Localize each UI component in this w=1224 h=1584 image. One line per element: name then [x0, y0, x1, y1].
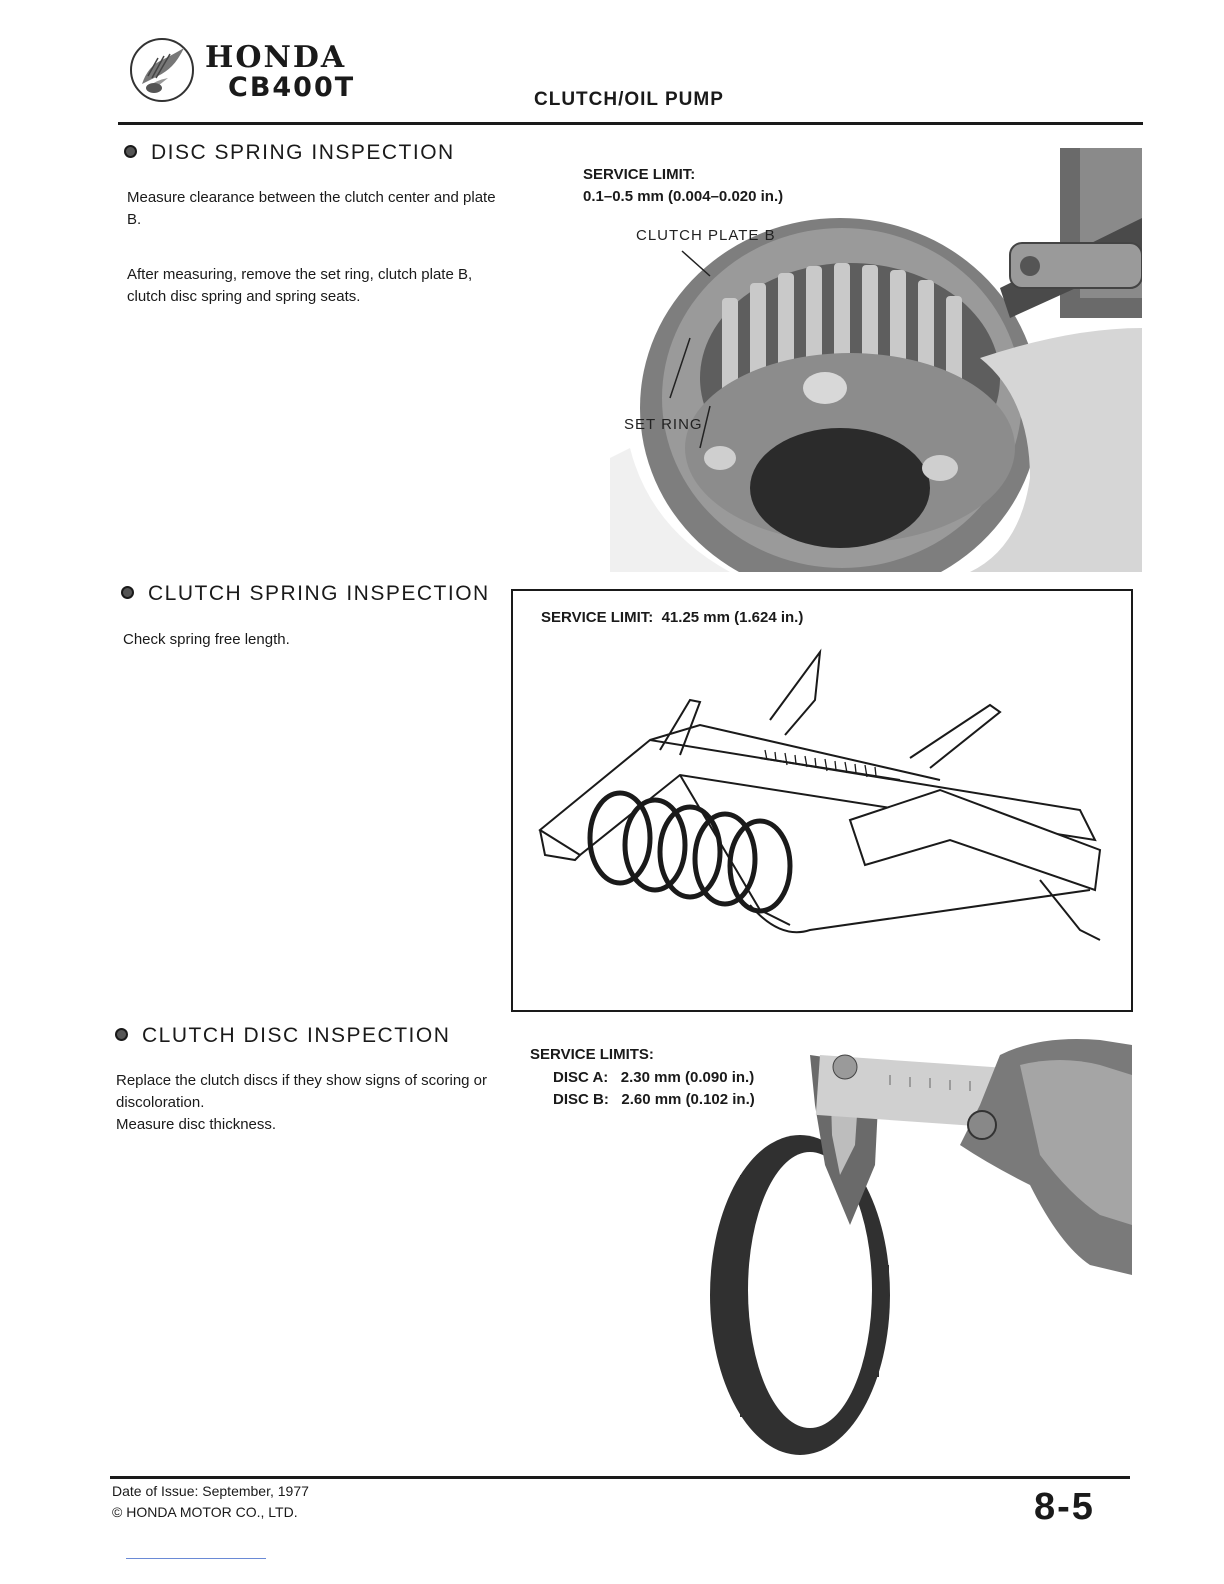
bullet-icon	[124, 145, 137, 158]
vernier-caliper-drawing	[520, 640, 1120, 1005]
clutch-spring-limit: SERVICE LIMIT: 41.25 mm (1.624 in.)	[541, 609, 804, 626]
disc-spring-limit-value: 0.1–0.5 mm (0.004–0.020 in.)	[583, 188, 784, 205]
page-number: 8-5	[1034, 1486, 1095, 1528]
clutch-disc-title: CLUTCH DISC INSPECTION	[115, 1024, 450, 1048]
chapter-title: CLUTCH/OIL PUMP	[534, 89, 724, 110]
disc-spring-title: DISC SPRING INSPECTION	[124, 141, 455, 165]
disc-b-limit: DISC B: 2.60 mm (0.102 in.)	[553, 1091, 755, 1108]
date-of-issue: Date of Issue: September, 1977	[112, 1483, 309, 1499]
bullet-icon	[115, 1028, 128, 1041]
footer-rule	[110, 1476, 1130, 1479]
clutch-plate-b-label: CLUTCH PLATE B	[636, 227, 776, 244]
disc-a-limit: DISC A: 2.30 mm (0.090 in.)	[553, 1069, 755, 1086]
copyright: © HONDA MOTOR CO., LTD.	[112, 1504, 298, 1520]
brand-name: HONDA	[205, 40, 347, 75]
clutch-center-photo	[610, 148, 1142, 572]
clutch-disc-limits-label: SERVICE LIMITS:	[530, 1046, 654, 1063]
disc-spring-text-1: Measure clearance between the clutch center and plate B.	[127, 189, 496, 228]
bullet-icon	[121, 586, 134, 599]
disc-spring-text-2: After measuring, remove the set ring, clutch plate B, clutch disc spring and spring seats.	[127, 266, 473, 305]
clutch-disc-text-1: Replace the clutch discs if they show signs of scoring or discoloration.	[116, 1072, 488, 1111]
clutch-disc-text-2: Measure disc thickness.	[116, 1116, 277, 1133]
bottom-blue-line	[126, 1558, 266, 1559]
honda-wing-icon	[128, 36, 196, 104]
set-ring-label: SET RING	[624, 416, 703, 433]
disc-spring-limit-label: SERVICE LIMIT:	[583, 166, 696, 183]
header-rule	[118, 122, 1143, 125]
clutch-spring-title: CLUTCH SPRING INSPECTION	[121, 582, 490, 606]
clutch-disc-photo	[700, 1025, 1132, 1455]
model-name: CB400T	[228, 72, 356, 103]
clutch-spring-text: Check spring free length.	[123, 631, 290, 648]
